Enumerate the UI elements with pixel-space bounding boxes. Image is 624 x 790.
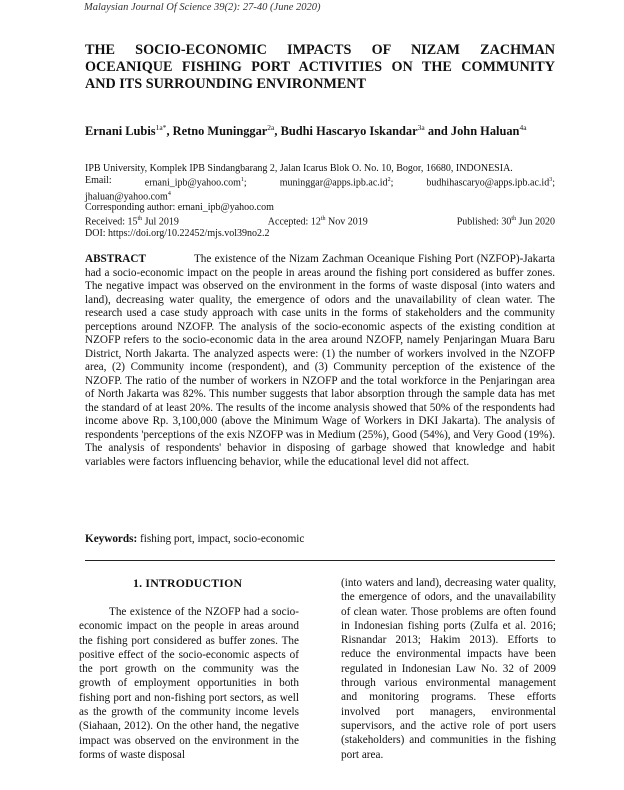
author-separator: , (274, 124, 281, 139)
email-label: Email: (85, 174, 112, 186)
body-column-right (341, 576, 556, 762)
author-affiliation-mark: 1a* (155, 123, 167, 132)
email-mark: 4 (167, 190, 171, 197)
introduction-heading: 1. INTRODUCTION (133, 576, 243, 590)
abstract-body: The existence of the Nizam Zachman Oceanique Fishing Port (NZFOP)-Jakarta had a socio-economic impact on the people in areas around the fishing port considered as buffer zones. The negative impact was observed on the environment in the forms of waste disposal (into waters and land), decreasing water quality, the emergence of odors and the unavailability of clean water. The research used a case study approach with case units in the forms of stakeholders and the community perceptions around NZOFP. The analysis of the socio-economic aspects of the existing condition at NZOFP refers to the socio-economic data in the area around NZOFP, namely Penjaringan Muara Baru District, North Jakarta. The analyzed aspects were: (1) the number of workers involved in the NZOFP area, (2) Community income (respondent), and (3) Community perception of the existence of the NZOFP. The ratio of the number of workers in NZOFP and the total workforce in the Penjaringan area of North Jakarta was 82%. This number suggests that labor absorption through the sample data has met the standard of at least 20%. The results of the income analysis showed that 50% of the respondents had income above Rp. 3,100,000 (above the Minimum Wage of Workers in DKI Jakarta). The analysis of respondents 'perceptions of the exis NZOFP was in Medium (25%), Good (54%), and Very Good (19%). The analysis of respondents' behavior in disposing of garbage showed that knowledge and habit variables were factors influencing behavior, while the educational level did not affect. (85, 253, 555, 468)
author-name: Ernani Lubis (85, 124, 156, 139)
dates-row (85, 214, 555, 228)
author-affiliation-mark: 3a (417, 123, 425, 132)
article-metadata (85, 163, 555, 240)
abstract-heading: ABSTRACT (85, 253, 146, 265)
author-name: Retno Muninggar (172, 124, 268, 139)
corresponding-author: Corresponding author: ernani_ipb@yahoo.com (85, 202, 274, 214)
email-mark: 2 (387, 176, 391, 183)
published-date: Published: 30th Jun 2020 (456, 216, 555, 228)
doi-link[interactable]: DOI: https://doi.org/10.22452/mjs.vol39no2.2 (85, 227, 270, 239)
email-row (85, 175, 555, 189)
paragraph: (into waters and land), decreasing water quality, the emergence of odors, and the unavailability of clean water. Those problems are often found in Indonesian fishing ports (Zulfa et al. 2016; Risnandar 2013; Hakim 2013). Efforts to reduce the environmental impacts have been regulated in Indonesian Law No. 32 of 2009 through various environmental management and monitoring programs. These efforts involved port managers, environmental supervisors, and the active role of port users (stakeholders) and communities in the fishing port area. (341, 577, 556, 761)
accepted-date: Accepted: 12th Nov 2019 (267, 216, 368, 228)
affiliation: IPB University, Komplek IPB Sindangbarang 2, Jalan Icarus Blok O. No. 10, Bogor, 16680, INDONESIA. (85, 163, 513, 174)
author-affiliation-mark: 4a (519, 123, 527, 132)
body-column-left (79, 605, 299, 762)
email-address: jhaluan@yahoo.com (85, 190, 168, 202)
email-3[interactable]: $budhihascaryo@apps.ipb.ac.id^3$; (426, 176, 555, 188)
author-conjunction: and (424, 124, 451, 139)
author-list (85, 123, 527, 139)
email-address: muninggar@apps.ipb.ac.id (279, 176, 388, 188)
received-date: Received: 15th Jul 2019 (85, 216, 179, 228)
paper-title (85, 42, 555, 93)
keywords-list: fishing port, impact, socio-economic (140, 533, 305, 545)
keywords-label: Keywords: (85, 533, 138, 545)
email-address: budhihascaryo@apps.ipb.ac.id (426, 176, 550, 188)
title-line: OCEANIQUE FISHING PORT ACTIVITIES ON THE COMMUNITY (85, 59, 555, 75)
email-mark: 1 (240, 176, 244, 183)
keywords (85, 533, 304, 545)
title-line: AND ITS SURROUNDING ENVIRONMENT (85, 76, 367, 92)
author-name: Budhi Hascaryo Iskandar (280, 124, 418, 139)
author-separator: , (166, 124, 173, 139)
email-4[interactable] (85, 189, 555, 203)
paragraph: The existence of the NZOFP had a socio-economic impact on the people in areas around the fishing port considered as buffer zones. The positive effect of the socio-economic aspects of the port growth on the community was the growth of employment opportunities in both fishing port and non-fishing port sectors, as well as the growth of the community income levels (Siahaan, 2012). On the other hand, the negative impact was observed on the environment in the forms of waste disposal (79, 606, 299, 761)
email-mark: 3 (549, 176, 553, 183)
email-1[interactable]: ernani_ipb@yahoo.com$^1$; (144, 176, 247, 188)
author-affiliation-mark: 2a (267, 123, 275, 132)
title-line: THE SOCIO-ECONOMIC IMPACTS OF NIZAM ZACHMAN (85, 42, 555, 58)
abstract (85, 253, 555, 469)
journal-header: Malaysian Journal Of Science 39(2): 27-40 (June 2020) (84, 2, 321, 13)
author-name: John Haluan (450, 124, 520, 139)
section-divider (85, 560, 555, 561)
email-address: ernani_ipb@yahoo.com (144, 176, 241, 188)
email-2[interactable]: $muninggar@apps.ipb.ac.id^2$; (279, 176, 394, 188)
